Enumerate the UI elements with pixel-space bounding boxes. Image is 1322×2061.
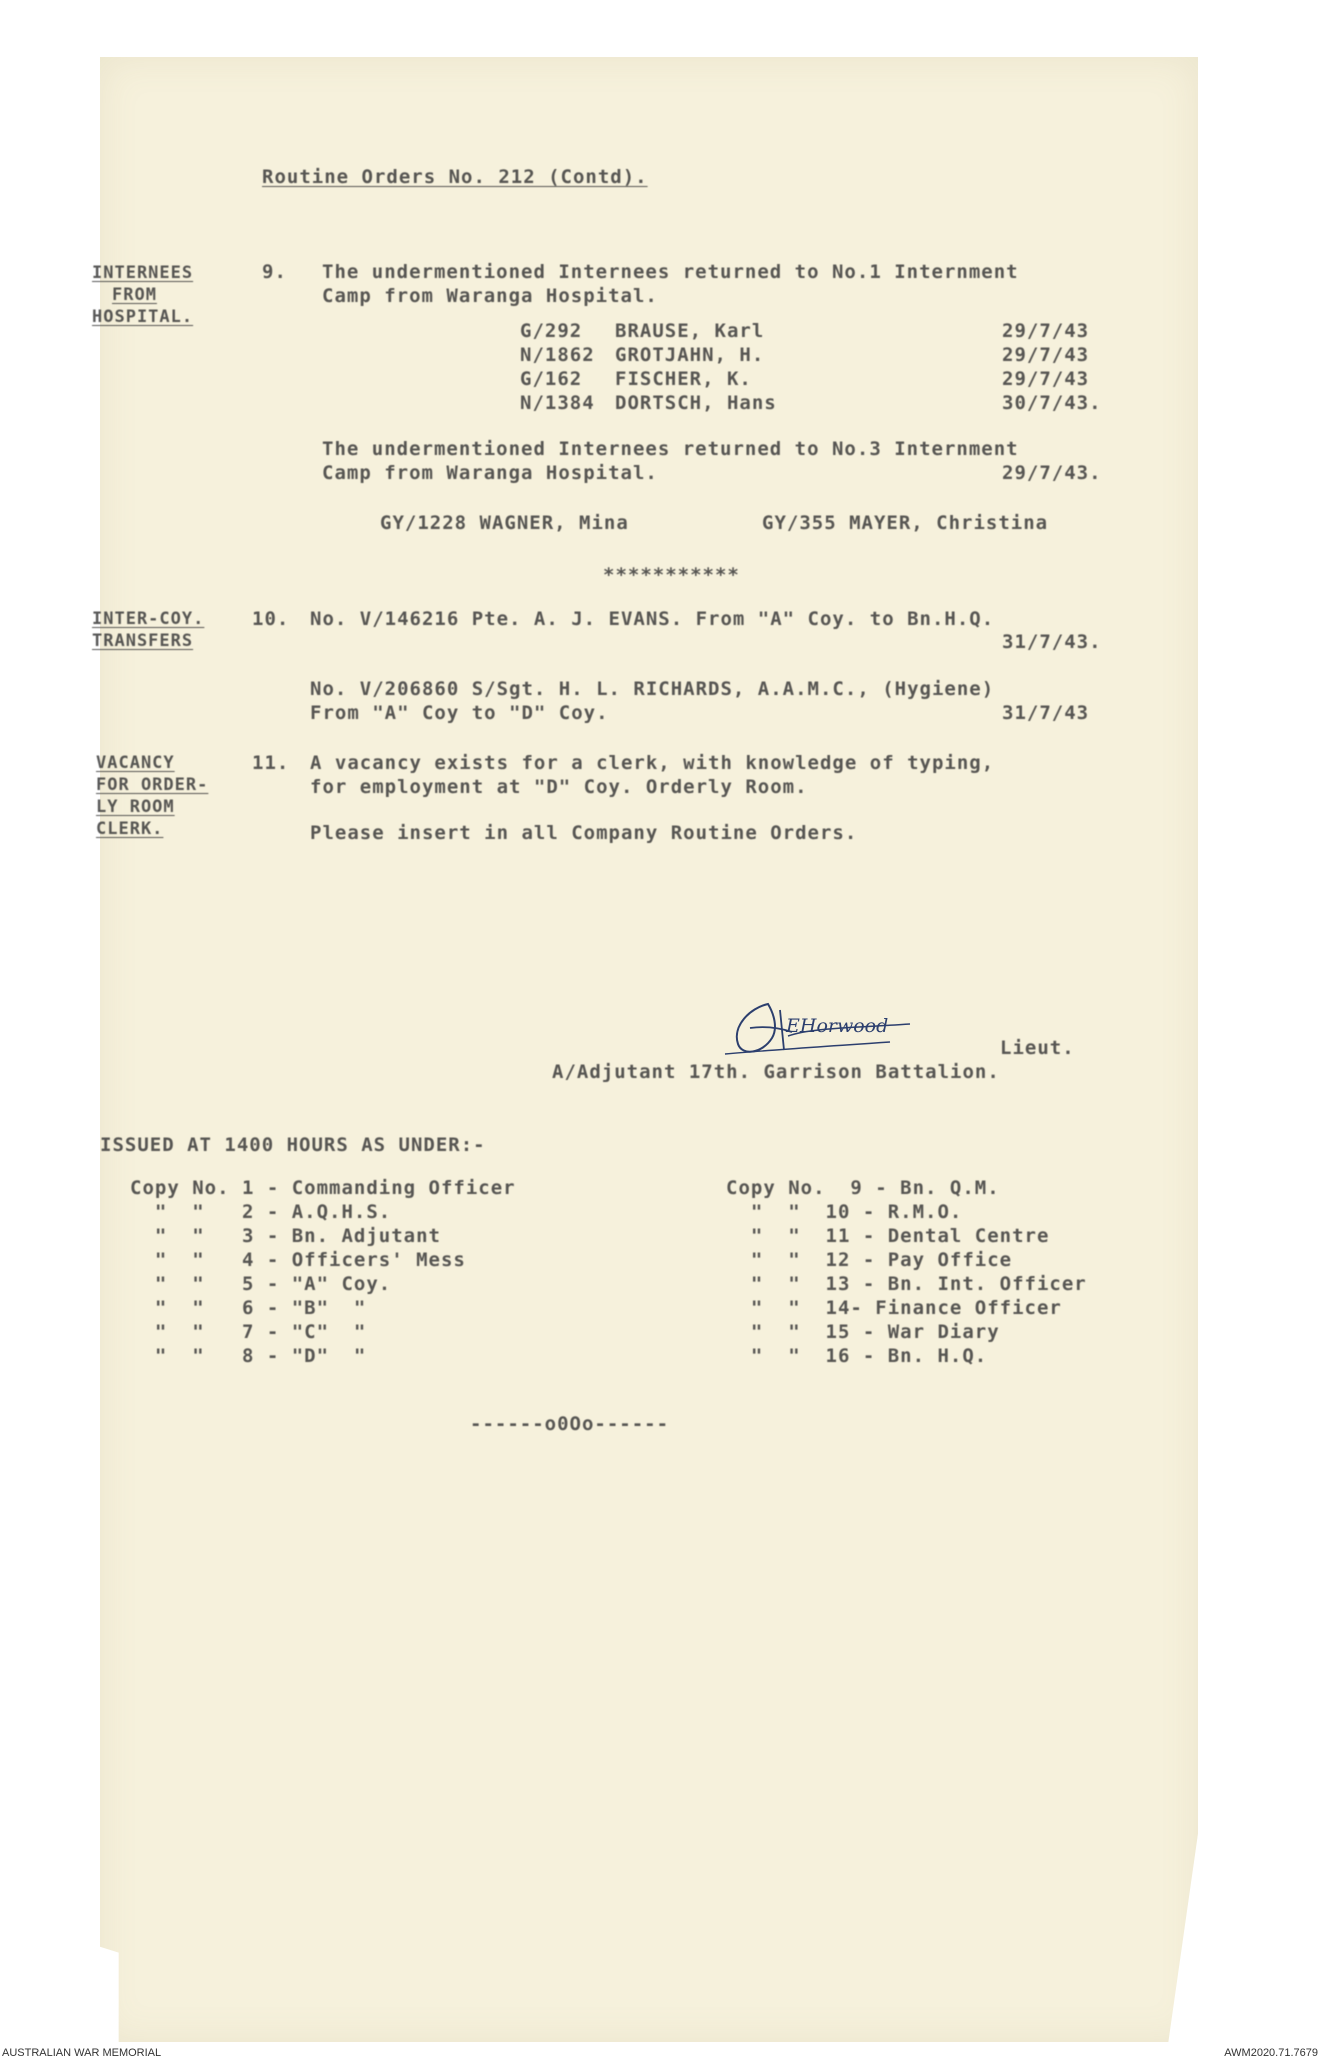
internees-intro-line-1: The undermentioned Internees returned to No.1 Internment [322, 261, 1019, 283]
distribution-right-item: " " 10 - R.M.O. [726, 1201, 963, 1223]
signature-rank: Lieut. [1000, 1037, 1075, 1059]
distribution-left-item: " " 2 - A.Q.H.S. [130, 1201, 392, 1223]
internee-name: GROTJAHN, H. [615, 344, 765, 366]
distribution-left-item: " " 8 - "D" " [130, 1345, 367, 1367]
insert-instruction: Please insert in all Company Routine Orders. [310, 822, 858, 844]
vacancy-line-2: for employment at "D" Coy. Orderly Room. [310, 776, 808, 798]
margin-heading-vacancy-3: LY ROOM [96, 797, 175, 817]
signature-title: A/Adjutant 17th. Garrison Battalion. [552, 1061, 1000, 1083]
margin-heading-internees-3: HOSPITAL. [92, 307, 194, 327]
internee-date: 29/7/43 [1002, 344, 1090, 366]
separator-stars: *********** [603, 564, 740, 586]
distribution-right-item: " " 15 - War Diary [726, 1321, 1000, 1343]
distribution-left-item: " " 5 - "A" Coy. [130, 1273, 392, 1295]
margin-heading-transfers-1: INTER-COY. [92, 609, 205, 629]
distribution-heading: ISSUED AT 1400 HOURS AS UNDER:- [100, 1134, 486, 1156]
transfer-date-1: 31/7/43. [1002, 631, 1102, 653]
transfer-line-1: No. V/146216 Pte. A. J. EVANS. From "A" Coy. to Bn.H.Q. [310, 608, 995, 630]
internee-no: G/292 [520, 320, 583, 342]
transfer-line-3: From "A" Coy to "D" Coy. [310, 702, 609, 724]
paragraph-number-11: 11. [252, 752, 290, 774]
distribution-right-item: " " 14- Finance Officer [726, 1297, 1062, 1319]
distribution-left-item: " " 4 - Officers' Mess [130, 1249, 466, 1271]
margin-heading-vacancy-4: CLERK. [96, 819, 164, 839]
margin-heading-internees-2: FROM [112, 285, 157, 305]
transfer-date-2: 31/7/43 [1002, 702, 1090, 724]
paragraph-number-9: 9. [262, 261, 287, 283]
internees-intro2-date: 29/7/43. [1002, 462, 1102, 484]
distribution-right-item: " " 13 - Bn. Int. Officer [726, 1273, 1087, 1295]
distribution-left-item: " " 3 - Bn. Adjutant [130, 1225, 441, 1247]
distribution-right-item: " " 16 - Bn. H.Q. [726, 1345, 988, 1367]
distribution-right-item: " " 11 - Dental Centre [726, 1225, 1050, 1247]
internee-date: 29/7/43 [1002, 368, 1090, 390]
internee-no: N/1384 [520, 392, 595, 414]
distribution-left-item: " " 7 - "C" " [130, 1321, 367, 1343]
svg-text:EHorwood: EHorwood [786, 1015, 889, 1037]
internee-name: DORTSCH, Hans [615, 392, 777, 414]
internee-name: FISCHER, K. [615, 368, 752, 390]
internee-name: BRAUSE, Karl [615, 320, 765, 342]
margin-heading-internees-1: INTERNEES [92, 263, 194, 283]
distribution-left-item: " " 6 - "B" " [130, 1297, 367, 1319]
internees-intro-line-2: Camp from Waranga Hospital. [322, 285, 658, 307]
distribution-left-item: Copy No. 1 - Commanding Officer [130, 1177, 516, 1199]
internees-intro2-line-1: The undermentioned Internees returned to No.3 Internment [322, 438, 1019, 460]
transfer-line-2: No. V/206860 S/Sgt. H. L. RICHARDS, A.A.M.C., (Hygiene) [310, 678, 995, 700]
internee-no: G/162 [520, 368, 583, 390]
internee-pair-left: GY/1228 WAGNER, Mina [380, 512, 629, 534]
internee-date: 30/7/43. [1002, 392, 1102, 414]
distribution-right-item: Copy No. 9 - Bn. Q.M. [726, 1177, 1000, 1199]
internees-intro2-line-2: Camp from Waranga Hospital. [322, 462, 658, 484]
archive-footer-left: AUSTRALIAN WAR MEMORIAL [2, 2047, 162, 2059]
internee-no: N/1862 [520, 344, 595, 366]
end-marker: ------o0Oo------ [470, 1413, 670, 1435]
handwritten-signature [710, 998, 925, 1068]
margin-heading-vacancy-2: FOR ORDER- [96, 775, 209, 795]
paragraph-number-10: 10. [252, 608, 290, 630]
internee-pair-right: GY/355 MAYER, Christina [762, 512, 1049, 534]
margin-heading-vacancy-1: VACANCY [96, 753, 175, 773]
internee-date: 29/7/43 [1002, 320, 1090, 342]
vacancy-line-1: A vacancy exists for a clerk, with knowledge of typing, [310, 752, 995, 774]
document-header: Routine Orders No. 212 (Contd). [262, 166, 648, 188]
margin-heading-transfers-2: TRANSFERS [92, 631, 194, 651]
distribution-right-item: " " 12 - Pay Office [726, 1249, 1013, 1271]
archive-footer-right: AWM2020.71.7679 [1224, 2047, 1318, 2059]
